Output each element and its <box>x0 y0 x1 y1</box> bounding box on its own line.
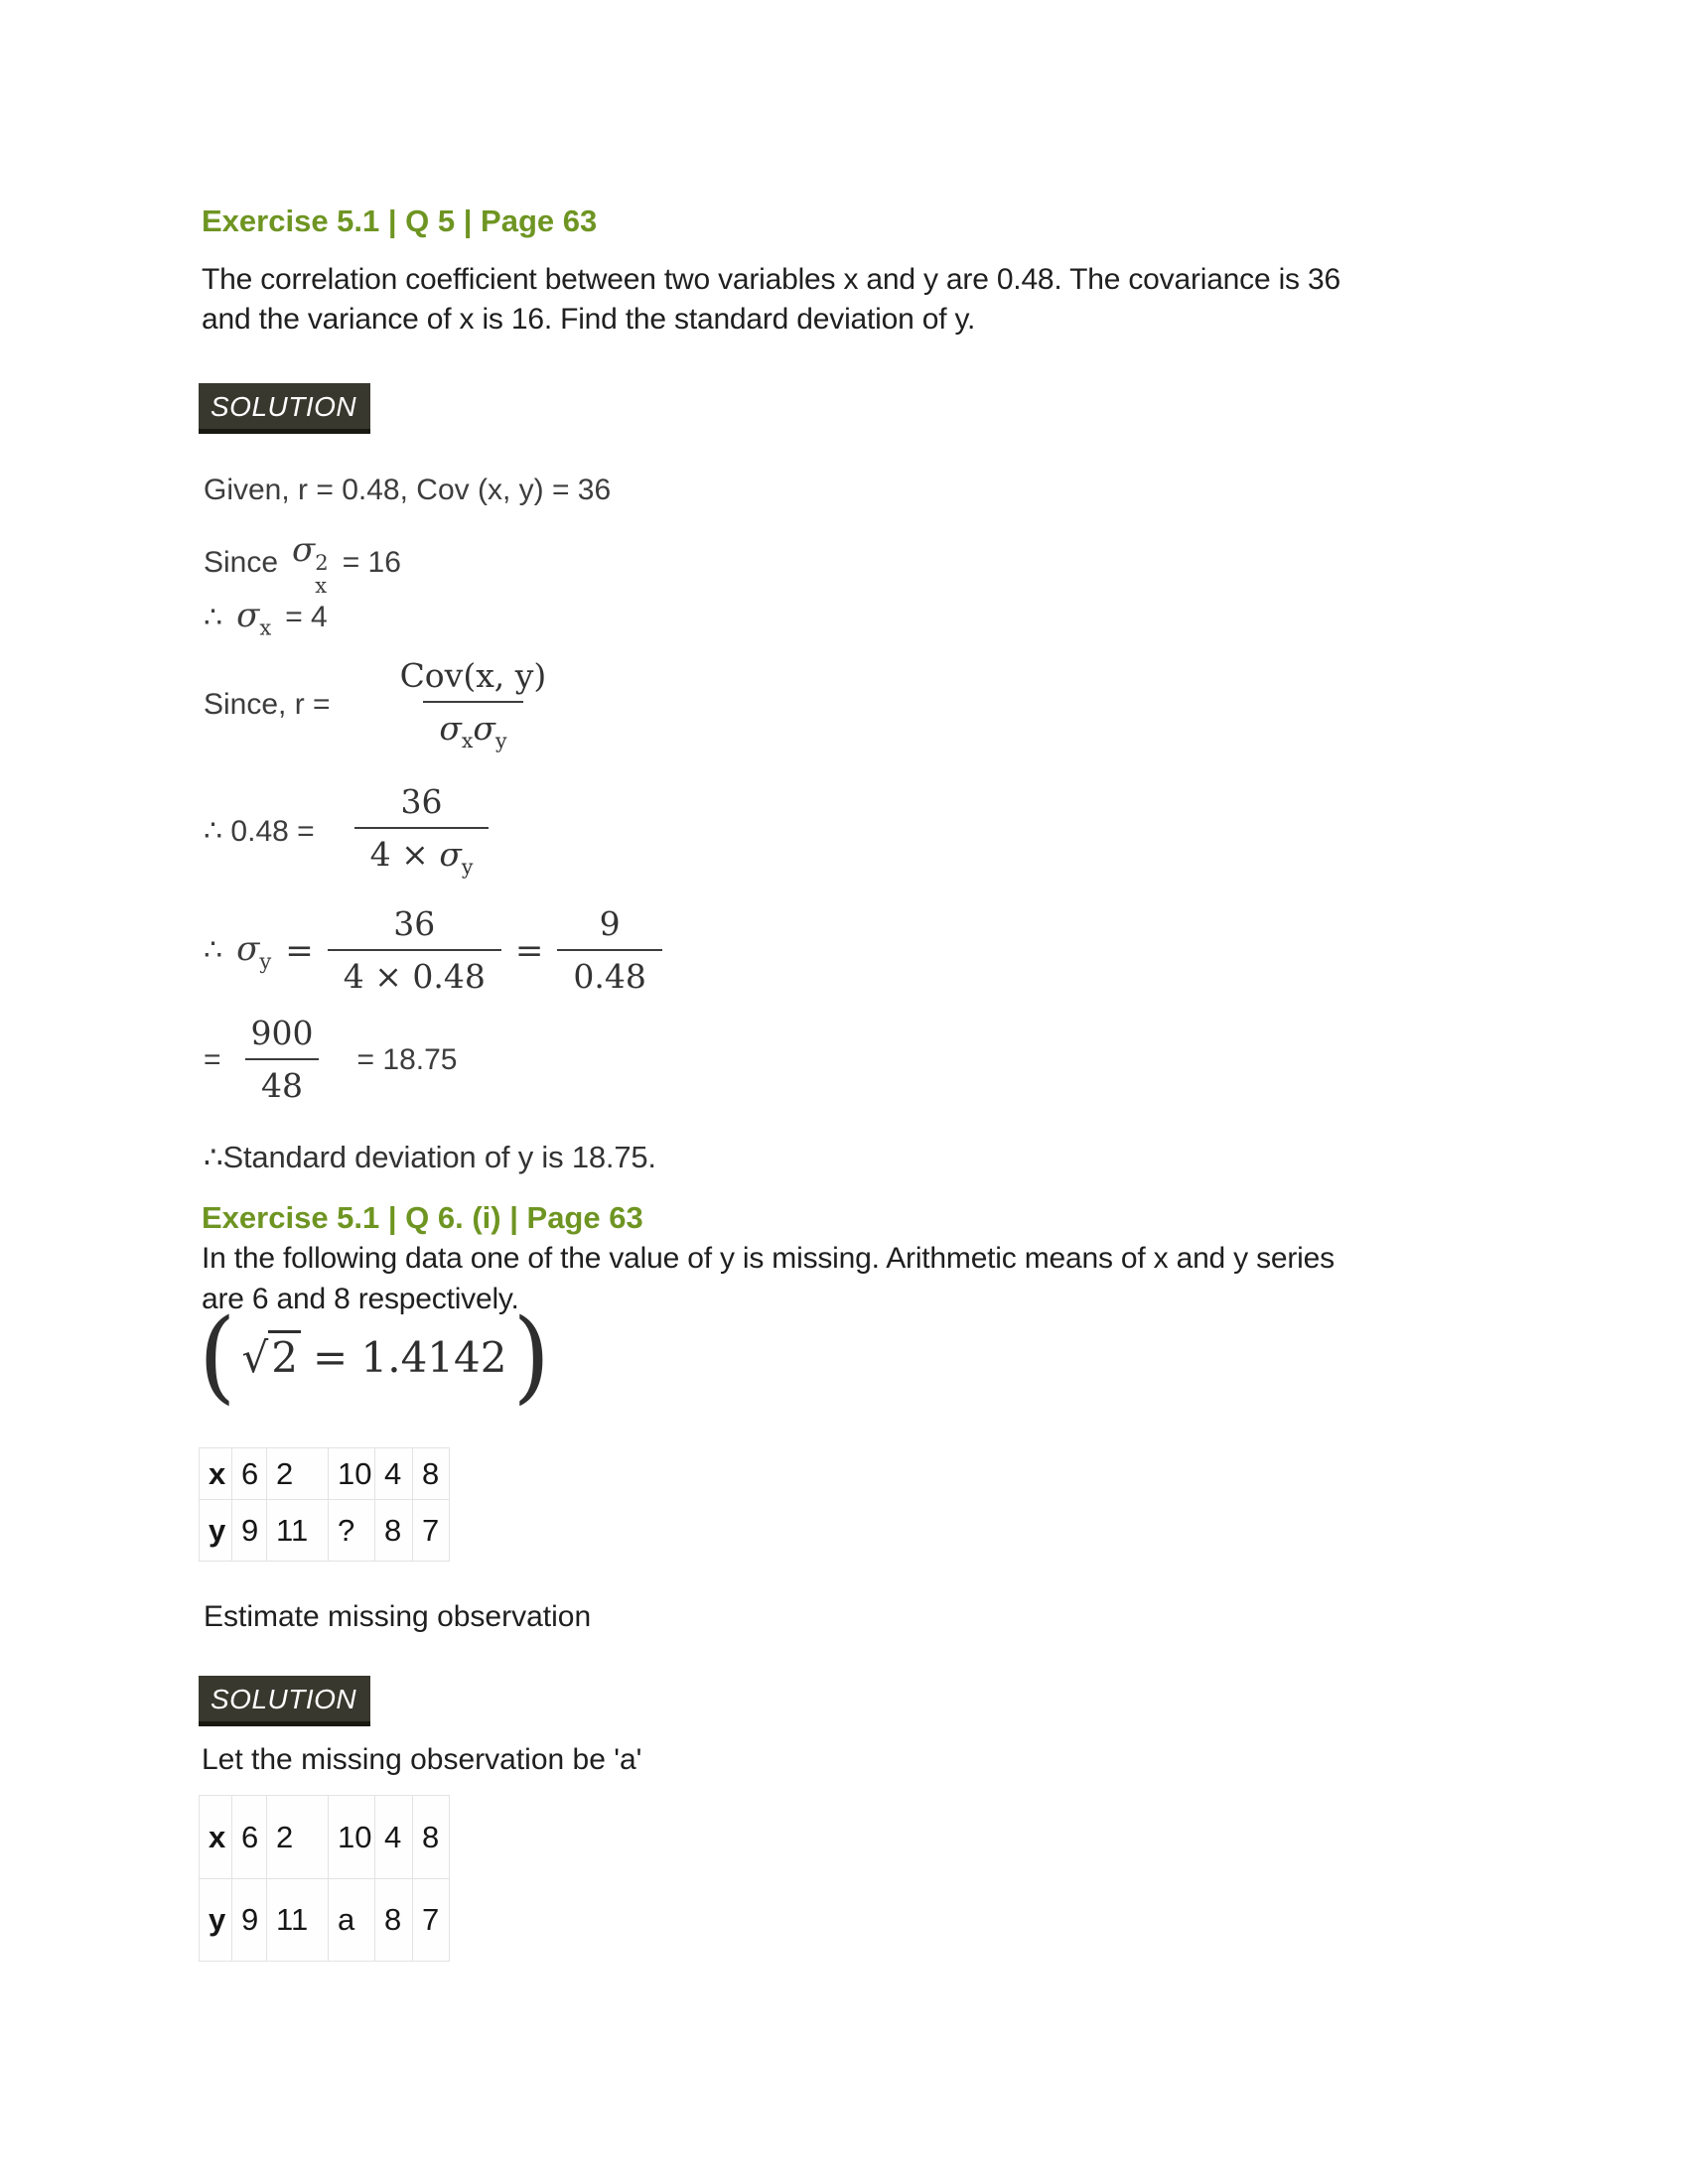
fraction-cov-denominator: $\sigma_x\sigma_y$ <box>423 701 522 752</box>
let-observation-line: Let the missing observation be 'a' <box>202 1743 642 1776</box>
therefore-symbol: ∴ <box>204 601 223 634</box>
left-paren: ( <box>199 1297 236 1415</box>
fraction-36b-denominator: 4 × 0.48 <box>328 949 501 995</box>
since-word: Since <box>204 546 279 580</box>
table-cell: 8 <box>413 1796 450 1879</box>
table-cell: 10 <box>329 1448 375 1500</box>
radical-sign: √ <box>241 1333 269 1382</box>
table-cell: 6 <box>232 1796 267 1879</box>
table-cell: 4 <box>375 1448 413 1500</box>
fraction-36b-numerator: 36 <box>393 904 436 943</box>
table-cell: x <box>200 1448 232 1500</box>
sigma-y: $\sigma_y$ <box>236 928 272 973</box>
equals-sign-b: = <box>514 930 544 971</box>
substitution-line <box>204 784 489 879</box>
fraction-cov-numerator: Cov(x, y) <box>399 656 547 695</box>
table-cell: x <box>200 1796 232 1879</box>
table-cell: 11 <box>267 1500 329 1562</box>
equals-4: = 4 <box>285 601 328 634</box>
table-cell: 9 <box>232 1500 267 1562</box>
table-cell: 11 <box>267 1879 329 1962</box>
fraction-36-denominator: $4 \times \sigma_y$ <box>354 827 490 879</box>
table-cell: 9 <box>232 1879 267 1962</box>
since-variance-line <box>204 530 401 597</box>
subscript-x: x <box>315 572 328 598</box>
data-table-question <box>199 1447 450 1562</box>
sigma-x: $\sigma_x$ <box>236 596 272 640</box>
sqrt2-expression <box>241 1330 506 1382</box>
sigma-squared-x: σ 2 x <box>292 530 329 598</box>
solution-badge-1 <box>199 383 370 434</box>
solution-badge-2 <box>199 1676 370 1726</box>
equals-sign-a: = <box>285 930 314 971</box>
conclusion-line: ∴Standard deviation of y is 18.75. <box>204 1140 656 1174</box>
sigma-x-result-line <box>204 596 328 639</box>
fraction-900-denominator: 48 <box>245 1058 319 1104</box>
therefore-symbol-2: ∴ <box>204 934 223 968</box>
fraction-36-4sigma <box>354 784 490 879</box>
estimate-instruction: Estimate missing observation <box>204 1600 592 1633</box>
table-cell: y <box>200 1500 232 1562</box>
table-cell: 10 <box>329 1796 375 1879</box>
fraction-cov <box>384 658 563 752</box>
sqrt2-value: = 1.4142 <box>312 1333 507 1382</box>
table-cell: y <box>200 1879 232 1962</box>
table-cell: 8 <box>375 1879 413 1962</box>
exercise-heading-q6: Exercise 5.1 | Q 6. (i) | Page 63 <box>202 1200 643 1235</box>
solution-label-1: SOLUTION <box>199 383 370 434</box>
table-cell: 7 <box>413 1500 450 1562</box>
fraction-36-0448 <box>328 906 501 996</box>
table-cell: 2 <box>267 1796 329 1879</box>
superscript-2: 2 <box>315 550 329 576</box>
table-cell: ? <box>329 1500 375 1562</box>
final-computation-line <box>204 1016 457 1105</box>
exercise-heading-q5: Exercise 5.1 | Q 5 | Page 63 <box>202 204 598 238</box>
equals-sign-c: = <box>204 1042 221 1076</box>
fraction-900-48 <box>235 1016 330 1105</box>
question2-line-2: are 6 and 8 respectively. <box>202 1283 519 1315</box>
table-cell: 6 <box>232 1448 267 1500</box>
question-line-1: The correlation coefficient between two variables x and y are 0.48. The covariance is 36 <box>202 263 1340 296</box>
data-table-solution <box>199 1795 450 1962</box>
fraction-9-048 <box>557 906 661 996</box>
given-line <box>204 474 611 507</box>
therefore-048-label: ∴ 0.48 = <box>204 814 315 848</box>
equals-16: = 16 <box>342 546 401 580</box>
table-cell: 8 <box>375 1500 413 1562</box>
table-cell: 7 <box>413 1879 450 1962</box>
fraction-36-numerator: 36 <box>400 782 443 821</box>
sigma-y-line <box>204 906 662 996</box>
fraction-900-numerator: 900 <box>250 1014 314 1052</box>
table-cell: 8 <box>413 1448 450 1500</box>
question2-line-1: In the following data one of the value of y is missing. Arithmetic means of x and y series <box>202 1242 1335 1275</box>
solution-label-2: SOLUTION <box>199 1676 370 1726</box>
table-cell: 4 <box>375 1796 413 1879</box>
question-line-2: and the variance of x is 16. Find the standard deviation of y. <box>202 303 976 336</box>
radicand-2: 2 <box>268 1330 301 1382</box>
fraction-9-numerator: 9 <box>599 904 621 943</box>
since-r-label: Since, r = <box>204 688 331 722</box>
question-paragraph-q5 <box>202 260 1340 340</box>
formula-r-line <box>204 658 562 752</box>
right-paren: ) <box>512 1297 550 1415</box>
table-cell: a <box>329 1879 375 1962</box>
result-1875: = 18.75 <box>356 1042 458 1076</box>
fraction-9-denominator: 0.48 <box>557 949 661 995</box>
question-paragraph-q6 <box>202 1238 1335 1319</box>
table-cell: 2 <box>267 1448 329 1500</box>
given-text: Given, r = 0.48, Cov (x, y) = 36 <box>204 474 612 506</box>
